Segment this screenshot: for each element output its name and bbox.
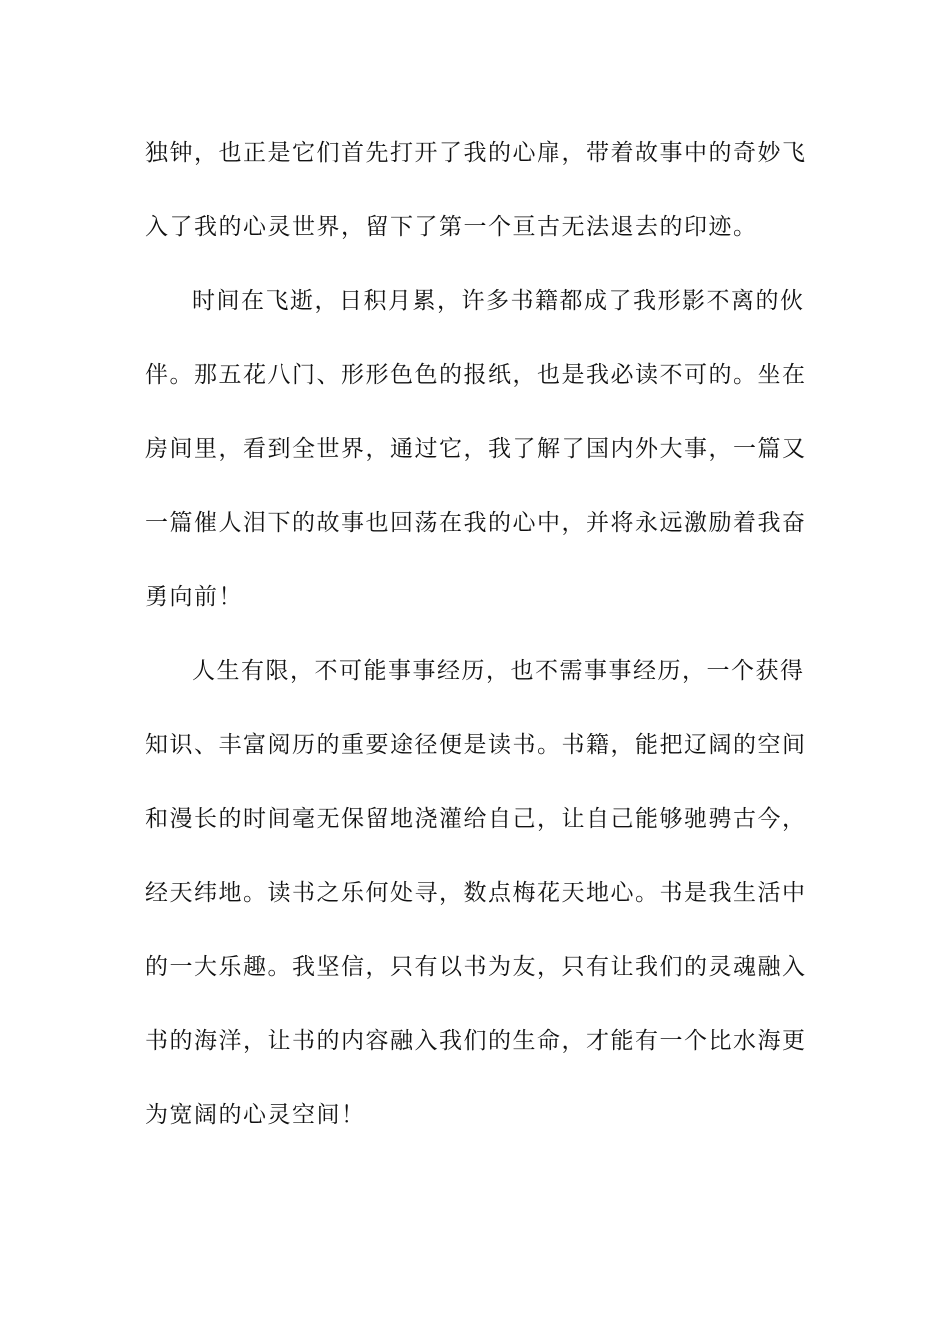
- text-line: 房间里，看到全世界，通过它，我了解了国内外大事，一篇又: [145, 436, 807, 462]
- text-line: 勇向前！: [145, 584, 243, 610]
- body-text: [145, 128, 810, 1164]
- text-line: 知识、丰富阅历的重要途径便是读书。书籍，能把辽阔的空间: [145, 732, 807, 758]
- text-line: 独钟，也正是它们首先打开了我的心扉，带着故事中的奇妙飞: [145, 140, 807, 166]
- text-line: 书的海洋，让书的内容融入我们的生命，才能有一个比水海更: [145, 1028, 807, 1054]
- text-line: 的一大乐趣。我坚信，只有以书为友，只有让我们的灵魂融入: [145, 954, 807, 980]
- text-line: 经天纬地。读书之乐何处寻，数点梅花天地心。书是我生活中: [145, 880, 807, 906]
- paragraph-1: [145, 128, 810, 276]
- paragraph-3: [145, 646, 810, 1164]
- text-line: 伴。那五花八门、形形色色的报纸，也是我必读不可的。坐在: [145, 362, 807, 388]
- text-line: 入了我的心灵世界，留下了第一个亘古无法退去的印迹。: [145, 214, 758, 240]
- text-line: 时间在飞逝，日积月累，许多书籍都成了我形影不离的伙: [192, 288, 805, 314]
- text-line: 和漫长的时间毫无保留地浇灌给自己，让自己能够驰骋古今，: [145, 806, 807, 832]
- text-line: 一篇催人泪下的故事也回荡在我的心中，并将永远激励着我奋: [145, 510, 807, 536]
- text-line: 为宽阔的心灵空间！: [145, 1102, 366, 1128]
- paragraph-2: [145, 276, 810, 646]
- text-line: 人生有限，不可能事事经历，也不需事事经历，一个获得: [192, 658, 805, 684]
